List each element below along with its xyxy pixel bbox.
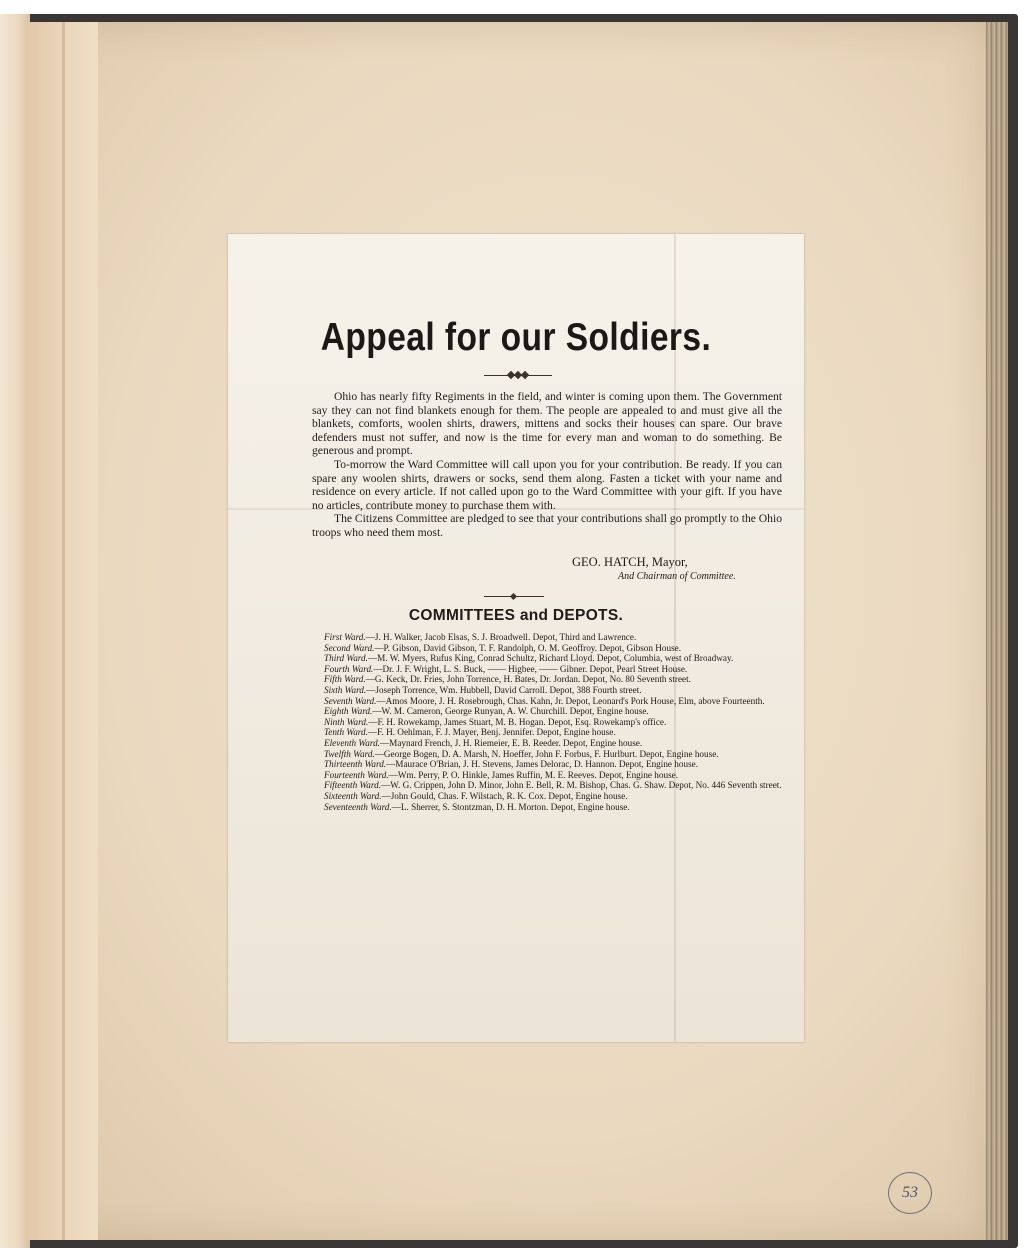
ward-label: Thirteenth Ward. bbox=[324, 759, 387, 770]
flyer-title: Appeal for our Soldiers. bbox=[320, 316, 712, 359]
ward-text: —J. H. Walker, Jacob Elsas, S. J. Broadwell. Depot, Third and Lawrence. bbox=[365, 632, 637, 642]
ward-label: Twelfth Ward. bbox=[324, 748, 375, 759]
ward-text: —George Bogen, D. A. Marsh, N. Hoeffer, John F. Forbus, F. Hurlburt. Depot, Engine house. bbox=[374, 748, 719, 759]
appeal-flyer bbox=[228, 234, 804, 1042]
ward-entry bbox=[312, 802, 784, 813]
ward-entry bbox=[312, 759, 784, 770]
depots-heading: COMMITTEES and DEPOTS. bbox=[408, 607, 624, 624]
ward-text: —Dr. J. F. Wright, L. S. Buck, —— Higbee, —— Gibner. Depot, Pearl Street House. bbox=[373, 663, 688, 674]
page-number: 53 bbox=[888, 1172, 932, 1214]
ward-entry bbox=[312, 749, 784, 760]
gutter-crease bbox=[62, 22, 65, 1240]
ward-label: Ninth Ward. bbox=[324, 716, 369, 727]
ward-text: —Maurace O'Brian, J. H. Stevens, James Delorac, D. Hannon. Depot, Engine house. bbox=[386, 759, 699, 770]
ward-label: Seventeenth Ward. bbox=[324, 801, 392, 812]
ward-text: —John Gould, Chas. F. Wilstach, R. K. Cox. Depot, Engine house. bbox=[381, 790, 628, 801]
ward-text: —F. H. Rowekamp, James Stuart, M. B. Hogan. Depot, Esq. Rowekamp's office. bbox=[368, 716, 667, 727]
appeal-text bbox=[312, 390, 782, 540]
appeal-paragraph: The Citizens Committee are pledged to see that your contributions shall go promptly to the Ohio troops who need them most. bbox=[312, 512, 782, 539]
ward-entry bbox=[312, 780, 784, 791]
ward-entry bbox=[312, 717, 784, 728]
title-ornament bbox=[484, 372, 552, 380]
ward-entry bbox=[312, 653, 784, 664]
appeal-paragraph: To-morrow the Ward Committee will call upon you for your contribution. Be ready. If you can spare any woolen shirts, drawers or socks, send them along. Fasten a ticket with your name and residence on every article. If not called upon go to the Ward Committee with your gift. If you have no articles, contribute money to purchase them with. bbox=[312, 457, 782, 512]
ward-label: Fifth Ward. bbox=[324, 674, 366, 685]
ward-label: Eighth Ward. bbox=[324, 706, 373, 717]
ward-entry bbox=[312, 685, 784, 696]
ward-label: Sixth Ward. bbox=[324, 684, 367, 695]
ward-text: —M. W. Myers, Rufus King, Conrad Schultz, Richard Lloyd. Depot, Columbia, west of Broadway. bbox=[367, 653, 734, 664]
ward-entry bbox=[312, 738, 784, 749]
section-divider bbox=[484, 594, 544, 600]
ward-text: —Maynard French, J. H. Riemeier, E. B. Reeder. Depot, Engine house. bbox=[379, 737, 643, 748]
ward-text: —W. G. Crippen, John D. Minor, John E. Bell, R. M. Bishop, Chas. G. Shaw. Depot, No. 446 Seventh street. bbox=[381, 780, 782, 791]
ward-label: Sixteenth Ward. bbox=[324, 790, 382, 801]
ward-entry bbox=[312, 664, 784, 675]
signature-name: GEO. HATCH, Mayor, bbox=[572, 555, 688, 569]
ward-text: —G. Keck, Dr. Fries, John Torrence, H. Bates, Dr. Jordan. Depot, No. 80 Seventh street. bbox=[365, 674, 691, 685]
ward-entry bbox=[312, 632, 784, 643]
ward-label: Tenth Ward. bbox=[324, 727, 368, 738]
signature-role: And Chairman of Committee. bbox=[618, 571, 736, 582]
ward-entry bbox=[312, 791, 784, 802]
ward-entry bbox=[312, 706, 784, 717]
ward-label: Third Ward. bbox=[324, 653, 368, 664]
ward-text: —P. Gibson, David Gibson, T. F. Randolph, O. M. Geoffroy. Depot, Gibson House. bbox=[374, 642, 682, 653]
ward-entry bbox=[312, 674, 784, 685]
ward-entry bbox=[312, 770, 784, 781]
ward-label: Eleventh Ward. bbox=[324, 737, 380, 748]
ward-label: Seventh Ward. bbox=[324, 695, 377, 706]
ward-label: First Ward. bbox=[324, 632, 366, 642]
ward-text: —F. H. Oehlman, F. J. Mayer, Benj. Jennifer. Depot, Engine house. bbox=[367, 727, 616, 738]
ward-text: —Wm. Perry, P. O. Hinkle, James Ruffin, M. E. Reeves. Depot, Engine house. bbox=[388, 769, 679, 780]
ward-entry bbox=[312, 696, 784, 707]
ward-label: Second Ward. bbox=[324, 642, 375, 653]
ward-text: —Joseph Torrence, Wm. Hubbell, David Carroll. Depot, 388 Fourth street. bbox=[366, 684, 642, 695]
signature-block bbox=[572, 555, 772, 582]
appeal-paragraph: Ohio has nearly fifty Regiments in the field, and winter is coming upon them. The Government say they can not find blankets enough for them. The people are appealed to and must give all the blankets, comforts, woolen shirts, drawers, mittens and socks their houses can spare. Our brave defenders must not suffer, and now is the time for every man and woman to do something. Be generous and prompt. bbox=[312, 390, 782, 458]
ward-label: Fourth Ward. bbox=[324, 663, 374, 674]
ward-text: —Amos Moore, J. H. Rosebrough, Chas. Kahn, Jr. Depot, Leonard's Pork House, Elm, above Fourteenth. bbox=[376, 695, 765, 706]
ward-label: Fourteenth Ward. bbox=[324, 769, 389, 780]
ward-text: —L. Sherrer, S. Stontzman, D. H. Morton. Depot, Engine house. bbox=[391, 801, 630, 812]
ward-entry bbox=[312, 727, 784, 738]
ward-text: —W. M. Cameron, George Runyan, A. W. Churchill. Depot, Engine house. bbox=[372, 706, 649, 717]
ward-label: Fifteenth Ward. bbox=[324, 780, 381, 791]
ward-entry bbox=[312, 643, 784, 654]
ward-list bbox=[312, 632, 784, 812]
